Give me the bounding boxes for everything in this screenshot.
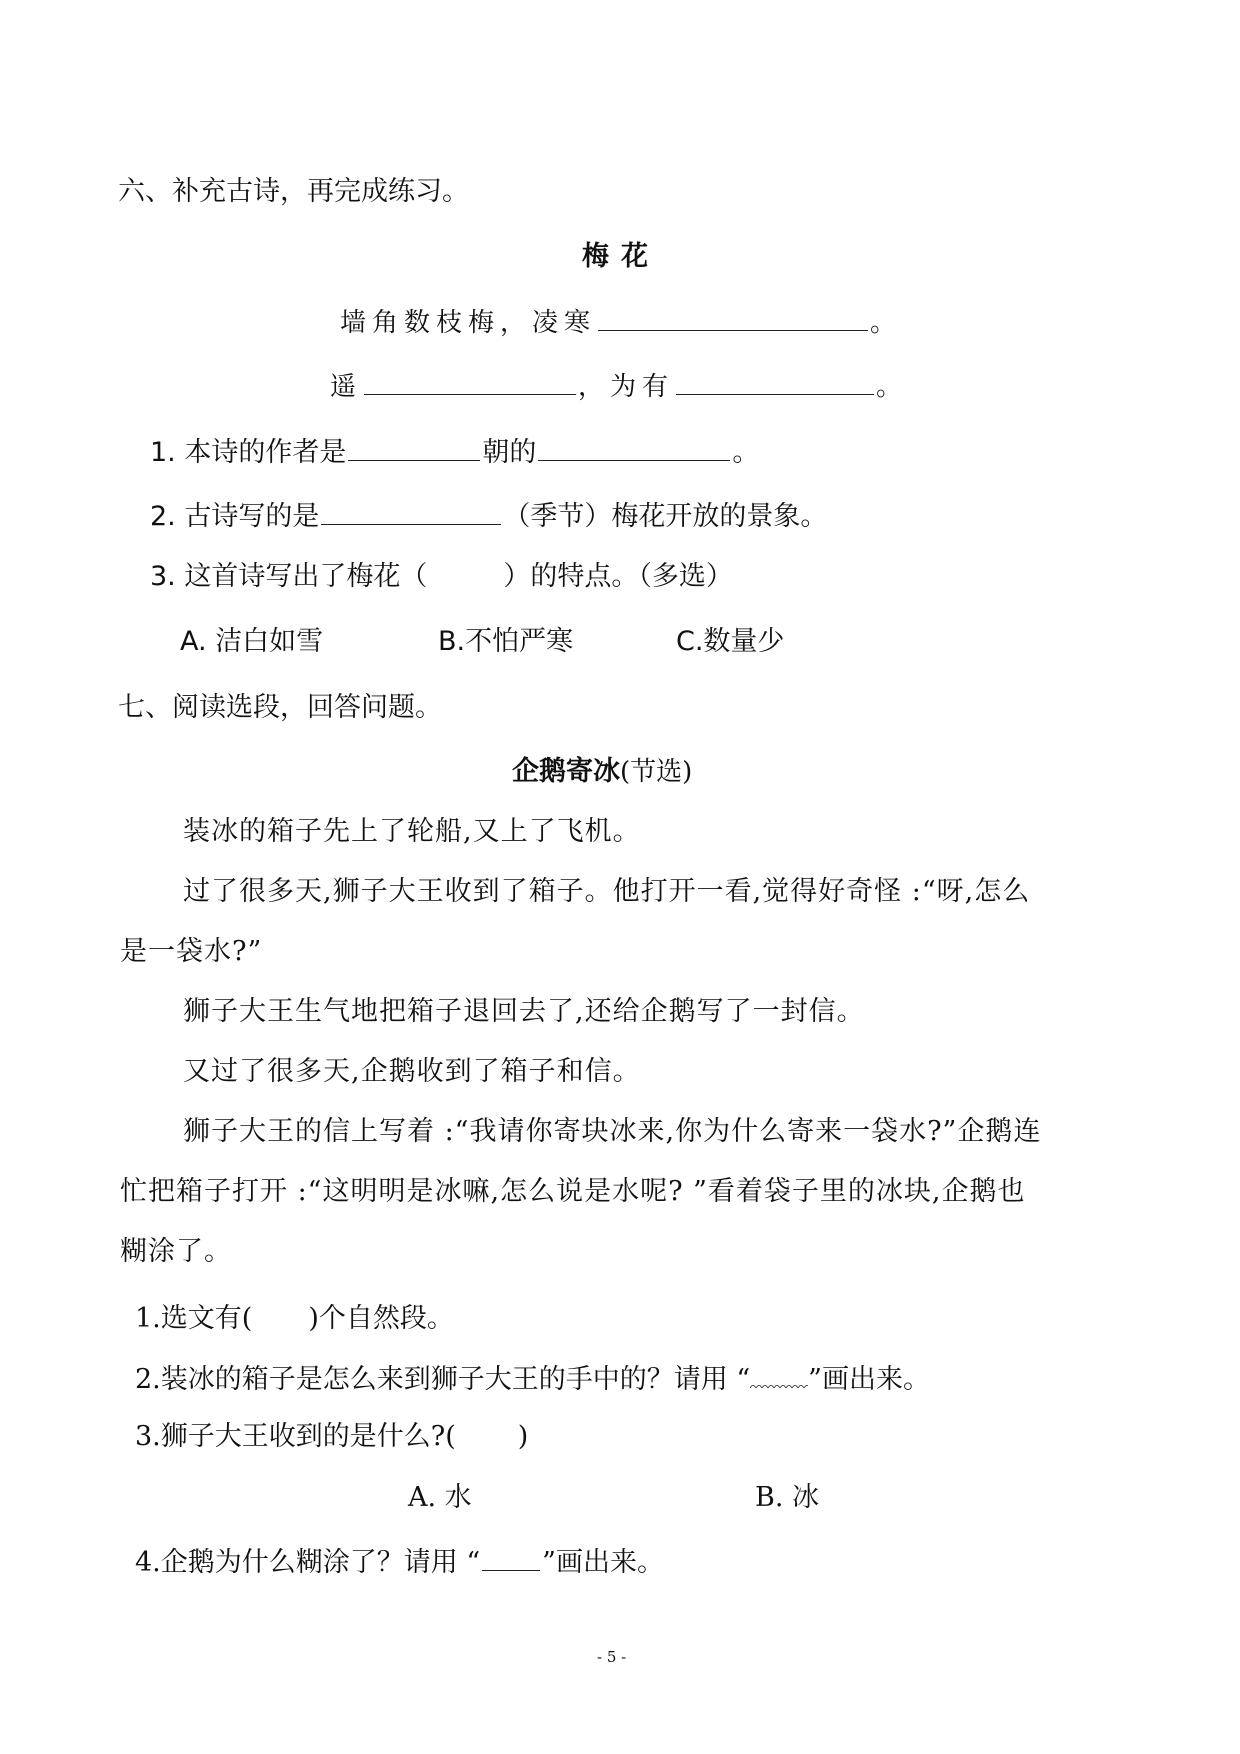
straight-underline-symbol (482, 1544, 540, 1571)
s7-question-3 (135, 1423, 528, 1450)
question-text: 装冰的箱子是怎么来到狮子大王的手中的？请用 “ (160, 1364, 751, 1395)
question-number: 4. (135, 1547, 161, 1578)
passage-paragraph-1: 装冰的箱子先上了轮船,又上了飞机。 (183, 816, 641, 847)
question-number: 2. (135, 1364, 161, 1395)
s7-question-1 (135, 1305, 454, 1332)
poem-blank-3[interactable] (676, 370, 874, 395)
poem-line-2-end: 。 (876, 372, 909, 402)
question-text: 古诗写的是 (184, 501, 320, 532)
question-number: 3. (135, 1421, 161, 1452)
question-text: 。 (732, 437, 760, 468)
question-text: 企鹅为什么糊涂了？请用 “ (160, 1547, 481, 1578)
passage-title (512, 758, 692, 785)
s6-question-2 (150, 500, 827, 530)
page-number: - 5 - (597, 1648, 627, 1666)
poem-blank-2[interactable] (364, 370, 576, 395)
question-text: ”画出来。 (542, 1547, 664, 1578)
question-text: （季节）梅花开放的景象。 (503, 501, 828, 532)
poem-title: 梅花 (582, 241, 660, 272)
passage-title-main: 企鹅寄冰 (512, 756, 620, 787)
answer-blank-dynasty[interactable] (348, 436, 480, 461)
answer-blank-author[interactable] (538, 436, 730, 461)
section-six-heading: 六、补充古诗，再完成练习。 (118, 176, 469, 207)
question-text: 选文有( (160, 1303, 253, 1334)
answer-blank-season[interactable] (321, 500, 501, 525)
s6-option-b[interactable]: B.不怕严寒 (438, 626, 574, 657)
section-seven-heading: 七、阅读选段，回答问题。 (118, 692, 442, 723)
question-number: 1. (135, 1303, 161, 1334)
poem-line-1-end: 。 (870, 308, 903, 338)
s7-option-a[interactable]: A. 水 (408, 1482, 472, 1513)
passage-paragraph-3: 狮子大王生气地把箱子退回去了,还给企鹅写了一封信。 (183, 996, 865, 1027)
passage-paragraph-5-line-1: 狮子大王的信上写着 :“我请你寄块冰来,你为什么寄来一袋水?”企鹅连 (183, 1116, 1042, 1147)
question-text: ) (517, 1421, 529, 1452)
wavy-underline-symbol (750, 1364, 808, 1388)
s7-question-2 (135, 1364, 930, 1393)
passage-paragraph-2-line-1: 过了很多天,狮子大王收到了箱子。他打开一看,觉得好奇怪 :“呀,怎么 (183, 876, 1031, 907)
passage-paragraph-4: 又过了很多天,企鹅收到了箱子和信。 (183, 1056, 641, 1087)
question-number: 2. (150, 501, 176, 532)
s6-option-a[interactable]: A. 洁白如雪 (180, 626, 324, 657)
question-text: ）的特点。（多选） (503, 561, 733, 592)
question-text: 朝的 (482, 437, 537, 468)
passage-paragraph-5-line-3: 糊涂了。 (120, 1236, 232, 1267)
question-text: ”画出来。 (808, 1364, 930, 1395)
question-number: 1. (150, 437, 176, 468)
s6-question-3 (150, 563, 733, 590)
poem-line-2 (330, 370, 908, 400)
s7-question-4 (135, 1544, 664, 1576)
passage-paragraph-5-line-2: 忙把箱子打开 :“这明明是冰嘛,怎么说是水呢? ”看着袋子里的冰块,企鹅也 (120, 1176, 1026, 1207)
question-text: 狮子大王收到的是什么?( (160, 1421, 456, 1452)
question-text: 本诗的作者是 (184, 437, 347, 468)
question-number: 3. (150, 561, 176, 592)
s7-option-b[interactable]: B. 冰 (755, 1482, 820, 1513)
passage-paragraph-2-line-2: 是一袋水?” (120, 936, 263, 967)
poem-line-1-text: 墙角数枝梅，凌寒 (340, 308, 597, 338)
poem-line-2-middle: ，为有 (578, 372, 675, 402)
s6-question-1 (150, 436, 759, 466)
question-text: 这首诗写出了梅花（ (184, 561, 428, 592)
poem-line-2-start: 遥 (330, 372, 363, 402)
poem-line-1 (340, 306, 902, 336)
s6-option-c[interactable]: C.数量少 (676, 626, 785, 657)
poem-blank-1[interactable] (598, 306, 868, 331)
passage-title-sub: (节选) (620, 757, 693, 787)
question-text: )个自然段。 (308, 1303, 454, 1334)
